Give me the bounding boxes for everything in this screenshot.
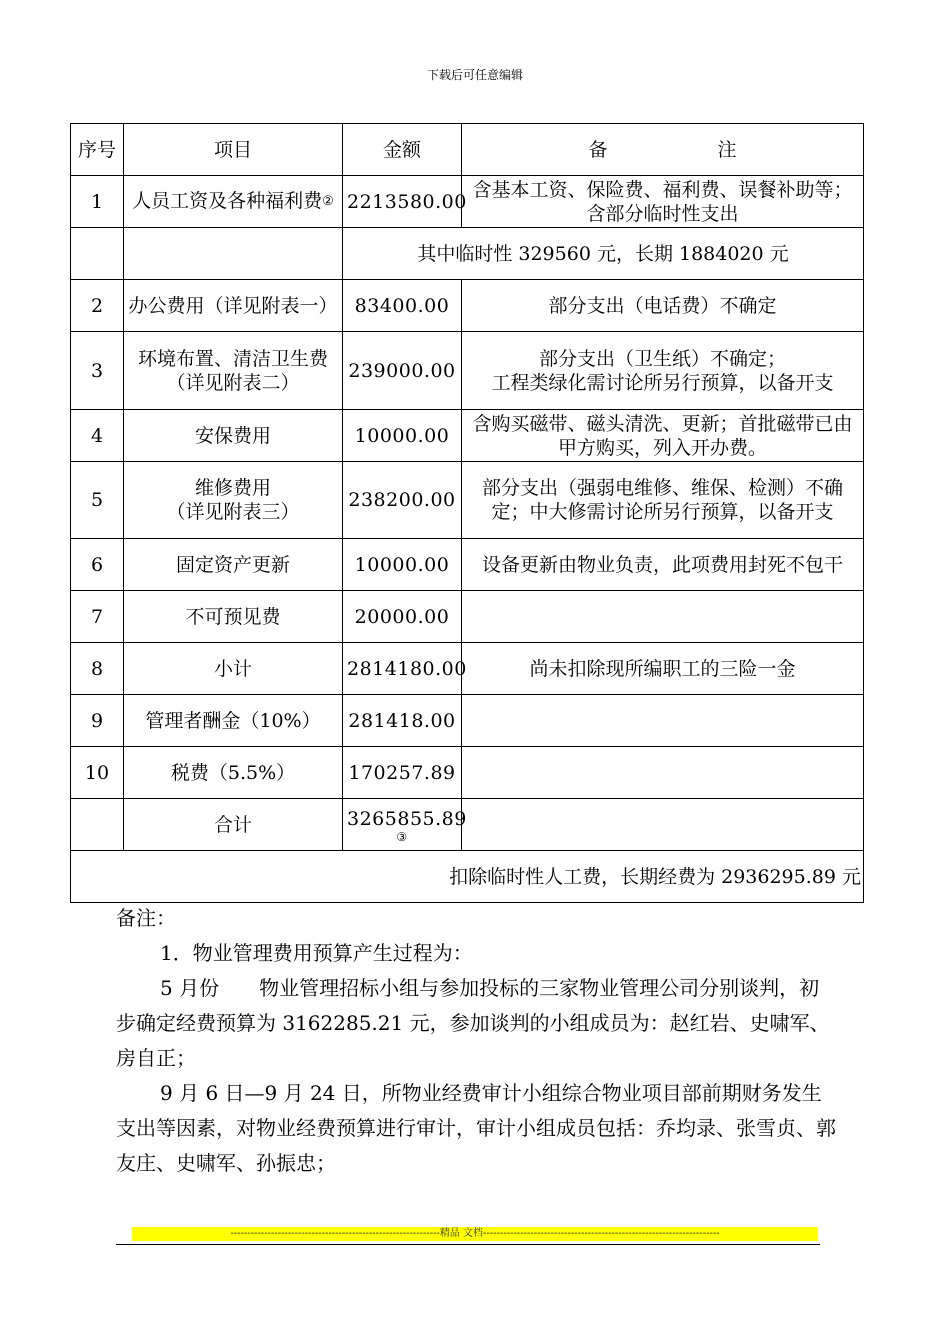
table-row (71, 410, 864, 462)
cell-amount: 238200.00 (343, 462, 462, 539)
table-subtotal-row (71, 228, 864, 280)
cell-remark: 设备更新由物业负责，此项费用封死不包干 (462, 539, 864, 591)
cell-item: 不可预见费 (124, 591, 343, 643)
cell-no: 1 (71, 176, 124, 228)
header-no: 序号 (71, 124, 124, 176)
long-term-cost-note: 扣除临时性人工费，长期经费为 2936295.89 元 (71, 851, 864, 903)
cell-item: 环境布置、清洁卫生费 （详见附表二） (124, 332, 343, 410)
cell-amount: 20000.00 (343, 591, 462, 643)
cell-remark: 含购买磁带、磁头清洗、更新；首批磁带已由甲方购买，列入开办费。 (462, 410, 864, 462)
cell-no (71, 799, 124, 851)
cell-no: 4 (71, 410, 124, 462)
cell-item: 税费（5.5%） (124, 747, 343, 799)
cell-amount: 83400.00 (343, 280, 462, 332)
table-row (71, 280, 864, 332)
table-total-row (71, 799, 864, 851)
cell-amount: 2213580.00 (343, 176, 462, 228)
cell-item: 管理者酬金（10%） (124, 695, 343, 747)
cell-remark: 尚未扣除现所编职工的三险一金 (462, 643, 864, 695)
cell-item: 固定资产更新 (124, 539, 343, 591)
notes-section (116, 904, 836, 1181)
notes-title: 备注： (116, 906, 176, 930)
page-footer (116, 1227, 820, 1245)
header-amount: 金额 (343, 124, 462, 176)
cell-remark (462, 799, 864, 851)
notes-paragraph: 1．物业管理费用预算产生过程为： (160, 941, 473, 965)
table-row (71, 539, 864, 591)
notes-paragraph: 5 月份 物业管理招标小组与参加投标的三家物业管理公司分别谈判，初步确定经费预算为 3162285.21 元，参加谈判的小组成员为：赵红岩、史啸军、房自正； (116, 976, 830, 1070)
cell-amount: 10000.00 (343, 539, 462, 591)
cell-item: 维修费用 （详见附表三） (124, 462, 343, 539)
table-row (71, 176, 864, 228)
table-row (71, 591, 864, 643)
header-remark: 备 注 (462, 124, 864, 176)
table-row (71, 695, 864, 747)
table-row (71, 462, 864, 539)
cell-sub-note: 其中临时性 329560 元，长期 1884020 元 (343, 228, 864, 280)
cell-no: 8 (71, 643, 124, 695)
table-row (71, 747, 864, 799)
cell-remark (462, 695, 864, 747)
footer-divider (116, 1244, 820, 1245)
budget-table (70, 123, 864, 903)
cell-no: 6 (71, 539, 124, 591)
cell-no: 5 (71, 462, 124, 539)
cell-remark (462, 747, 864, 799)
cell-remark: 部分支出（强弱电维修、维保、检测）不确定；中大修需讨论所另行预算，以备开支 (462, 462, 864, 539)
cell-no: 3 (71, 332, 124, 410)
cell-amount: 170257.89 (343, 747, 462, 799)
cell-item: 人员工资及各种福利费② (124, 176, 343, 228)
footnote-mark: ② (322, 194, 334, 209)
header-item: 项目 (124, 124, 343, 176)
cell-amount: 239000.00 (343, 332, 462, 410)
cell-item: 小计 (124, 643, 343, 695)
cell-item: 办公费用（详见附表一） (124, 280, 343, 332)
table-header-row (71, 124, 864, 176)
cell-item: 合计 (124, 799, 343, 851)
cell-amount: 10000.00 (343, 410, 462, 462)
cell-amount: 281418.00 (343, 695, 462, 747)
cell-no: 2 (71, 280, 124, 332)
page-header-note: 下载后可任意编辑 (426, 68, 523, 82)
cell-remark: 部分支出（卫生纸）不确定； 工程类绿化需讨论所另行预算，以备开支 (462, 332, 864, 410)
notes-paragraph: 9 月 6 日—9 月 24 日，所物业经费审计小组综合物业项目部前期财务发生支出等因素，对物业经费预算进行审计，审计小组成员包括：乔均录、张雪贞、郭友庄、史啸军、孙振忠； (116, 1081, 836, 1175)
cell-no: 9 (71, 695, 124, 747)
cell-remark: 含基本工资、保险费、福利费、误餐补助等；含部分临时性支出 (462, 176, 864, 228)
footnote-mark: ③ (396, 829, 408, 844)
cell-no: 10 (71, 747, 124, 799)
table-footer-row (71, 851, 864, 903)
table-row (71, 332, 864, 410)
cell-no: 7 (71, 591, 124, 643)
cell-remark: 部分支出（电话费）不确定 (462, 280, 864, 332)
cell-item: 安保费用 (124, 410, 343, 462)
footer-banner: --------------------------------------------------------------精品 文档---------------------------------------------------------------------- (132, 1227, 818, 1241)
table-row (71, 643, 864, 695)
cell-amount: 3265855.89 ③ (343, 799, 462, 851)
cell-amount: 2814180.00 (343, 643, 462, 695)
cell-remark (462, 591, 864, 643)
